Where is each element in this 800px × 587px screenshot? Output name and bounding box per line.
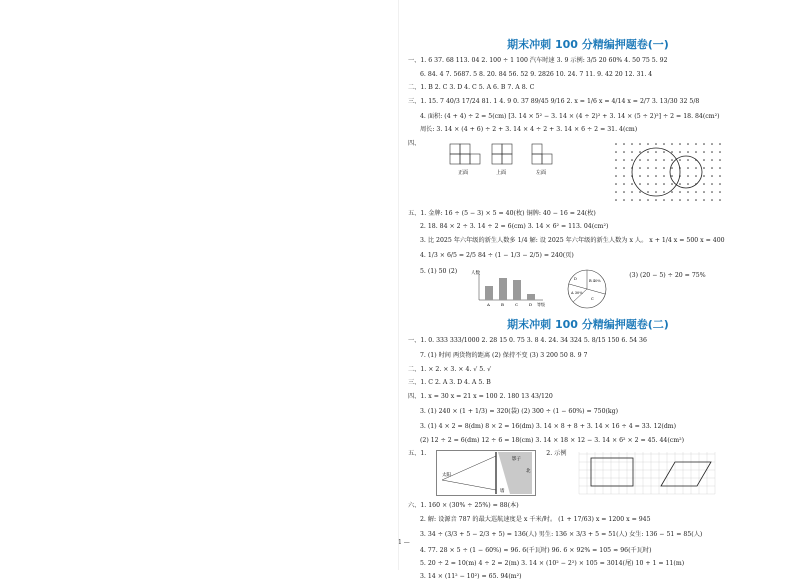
p2-section-5	[408, 450, 768, 496]
grid-dot	[712, 191, 714, 193]
bar-a	[485, 286, 493, 300]
p1-section-2: 二、1. B 2. C 3. D 4. C 5. A 6. B 7. A 8. C	[408, 84, 535, 92]
p2-section-6-line-6: 3. 14 × (11² − 10²) = 65. 94(m²)	[420, 573, 522, 581]
grid-dot	[696, 199, 698, 201]
grid-dot	[648, 143, 650, 145]
p2-section-6-line-1: 六、1. 160 × (30% ÷ 25%) = 88(本)	[408, 502, 519, 510]
grid-dot	[704, 191, 706, 193]
grid-dot	[696, 151, 698, 153]
grid-dot	[640, 143, 642, 145]
shadow-label: 影子	[512, 457, 522, 463]
p1-section-5-line-2: 2. 18. 84 × 2 ÷ 3. 14 ÷ 2 = 6(cm) 3. 14 × 6² = 113. 04(cm²)	[420, 223, 609, 231]
answer-key	[408, 38, 768, 587]
grid-dot	[648, 191, 650, 193]
grid-dot	[712, 183, 714, 185]
grid-dot	[720, 191, 722, 193]
p2-section-6-line-3: 3. 34 ÷ (3/3 + 5 − 2/3 + 5) = 136(人) 男生: 136 × 3/3 + 5 = 51(人) 女生: 136 − 51 = 85(人)	[420, 531, 703, 539]
grid-dot	[704, 167, 706, 169]
bar-chart-figure	[471, 268, 551, 308]
view-label-left: 左面	[536, 169, 547, 176]
grid-dot	[672, 143, 674, 145]
grid-dot	[632, 151, 634, 153]
grid-dot	[632, 159, 634, 161]
grid-dot	[672, 191, 674, 193]
p2-section-6-line-4: 4. 77. 28 × 5 ÷ (1 − 60%) ≈ 96. 6(千瓦时) 96. 6 × 92% = 105 ≈ 96(千瓦时)	[420, 546, 652, 554]
grid-dot	[720, 167, 722, 169]
grid-dot	[688, 159, 690, 161]
grid-dot	[720, 199, 722, 201]
grid-dot	[704, 199, 706, 201]
p1-section-5-q5	[408, 268, 768, 310]
grid-dot	[720, 151, 722, 153]
grid-dot	[672, 175, 674, 177]
grid-dot	[616, 199, 618, 201]
grid-dot	[624, 183, 626, 185]
grid-dot	[696, 143, 698, 145]
p1-section-5-line-1: 五、1. 金牌: 16 ÷ (5 − 3) × 5 = 40(枚) 铜牌: 40 − 16 = 24(枚)	[408, 209, 596, 217]
bar-cat-c: C	[515, 301, 519, 307]
grid-dot	[624, 199, 626, 201]
page-number: 1 —	[398, 539, 410, 546]
grid-dot	[696, 175, 698, 177]
grid-dot	[616, 167, 618, 169]
grid-dot	[712, 199, 714, 201]
grid-dot	[664, 191, 666, 193]
grid-dot	[672, 151, 674, 153]
blank-left-page	[0, 0, 398, 570]
grid-dot	[704, 151, 706, 153]
p1-section-3-line-1: 三、1. 15. 7 40/3 17/24 81. 1 4. 9 0. 37 89/45 9/16 2. x = 1/6 x = 4/14 x = 2/7 3. 13/30 32 5/8	[408, 97, 700, 105]
grid-dot	[672, 183, 674, 185]
grid-dot	[688, 183, 690, 185]
grid-dot	[632, 183, 634, 185]
grid-dot	[632, 143, 634, 145]
grid-dot	[672, 167, 674, 169]
grid-dot	[696, 167, 698, 169]
grid-dot	[712, 143, 714, 145]
grid-dot	[624, 191, 626, 193]
p2-section-2: 二、1. × 2. × 3. × 4. √ 5. √	[408, 365, 492, 373]
grid-dot	[616, 183, 618, 185]
grid-dot	[696, 191, 698, 193]
grid-dot	[656, 159, 658, 161]
drawn-circle	[670, 156, 702, 188]
p1-section-3-line-2: 4. 面积: (4 + 4) ÷ 2 = 5(cm) [3. 14 × 5² − 3. 14 × (4 ÷ 2)² + 3. 14 × (5 ÷ 2)²] ÷ 2 = 18. 84(cm²)	[420, 112, 720, 120]
grid-dot	[640, 183, 642, 185]
pie-label-d: D	[574, 276, 578, 281]
grid-dot	[640, 175, 642, 177]
parallelogram-shape	[661, 462, 711, 486]
p2-section-4-line-4: (2) 12 ÷ 2 = 6(dm) 12 ÷ 6 = 18(cm) 3. 14 × 18 × 12 − 3. 14 × 6² × 2 = 45. 44(cm²)	[420, 436, 685, 444]
grid-dot	[680, 199, 682, 201]
p2-section-6-line-5: 5. 20 ÷ 2 = 10(m) 4 ÷ 2 = 2(m) 3. 14 × (10² − 2²) × 105 = 3014(尾) 10 + 1 = 11(m)	[420, 560, 685, 567]
grid-dot	[664, 183, 666, 185]
p1-section-3-line-3: 周长: 3. 14 × (4 + 6) ÷ 2 + 3. 14 × 4 ÷ 2 + 3. 14 × 6 ÷ 2 = 31. 4(cm)	[420, 126, 638, 134]
north-label: 北	[526, 469, 531, 475]
p1-q5-part3: (3) (20 − 5) ÷ 20 = 75%	[629, 271, 706, 279]
grid-dot	[688, 191, 690, 193]
grid-dot	[648, 175, 650, 177]
grid-dot	[656, 151, 658, 153]
grid-dot	[616, 159, 618, 161]
grid-dot	[632, 191, 634, 193]
bar-b	[499, 278, 507, 300]
p1-section-1-line-2: 6. 84. 4 7. 5687. 5 8. 20. 84 56. 52 9. 2826 10. 24. 7 11. 9. 42 20 12. 31. 4	[420, 70, 653, 78]
grid-dot	[624, 167, 626, 169]
pie-chart-figure	[565, 268, 615, 310]
grid-dot	[688, 151, 690, 153]
grid-dot	[656, 167, 658, 169]
p1-section-5-line-4: 4. 1/3 × 6/5 = 2/5 84 ÷ (1 − 1/3 − 2/5) = 240(页)	[420, 252, 574, 260]
grid-dot	[624, 151, 626, 153]
grid-dot	[624, 143, 626, 145]
grid-dot	[624, 159, 626, 161]
p2-section-5-label: 五、1.	[408, 450, 427, 458]
sun-shadow-figure	[436, 450, 536, 496]
grid-dot	[704, 159, 706, 161]
p1-section-4	[408, 140, 768, 204]
grid-dot	[712, 159, 714, 161]
view-left	[532, 144, 552, 176]
grid-dot	[720, 175, 722, 177]
bar-x-label: 等级	[537, 301, 546, 307]
grid-dot	[664, 159, 666, 161]
grid-dot	[664, 151, 666, 153]
grid-dot	[672, 159, 674, 161]
view-label-front: 正面	[458, 169, 469, 176]
grid-dot	[616, 191, 618, 193]
p2-section-3: 三、1. C 2. A 3. D 4. A 5. B	[408, 379, 491, 387]
grid-dot	[704, 175, 706, 177]
bar-cat-d: D	[529, 301, 533, 307]
grid-dot	[688, 143, 690, 145]
p1-section-4-label: 四、	[408, 139, 421, 147]
grid-dot	[664, 167, 666, 169]
grid-dot	[680, 183, 682, 185]
grid-dot	[656, 143, 658, 145]
grid-dot	[648, 151, 650, 153]
pie-label-c: C	[591, 296, 594, 301]
p2-section-1-line-1: 一、1. 0. 333 333/1000 2. 28 15 0. 75 3. 8 4. 24. 34 324 5. 8/15 150 6. 54 36	[408, 336, 647, 344]
p1-section-5-line-3: 3. 比 2025 年六年级的新生人数多 1/4 解: 设 2025 年六年级的新生人数为 x 人。 x + 1/4 x = 500 x = 400	[420, 236, 725, 244]
grid-dot	[688, 175, 690, 177]
p2-section-1-line-2: 7. (1) 时间 两货物的距离 (2) 保持不变 (3) 3 200 50 8. 9 7	[420, 352, 588, 360]
view-label-top: 上面	[496, 169, 507, 176]
grid-dot	[656, 191, 658, 193]
grid-dot	[664, 175, 666, 177]
grid-dot	[680, 143, 682, 145]
grid-dot	[648, 183, 650, 185]
bar-c	[513, 280, 521, 300]
grid-dot	[688, 199, 690, 201]
view-top	[492, 144, 512, 176]
grid-dot	[640, 167, 642, 169]
grid-dot	[712, 175, 714, 177]
drawn-circle	[632, 148, 680, 196]
dot-grid-with-circles	[616, 143, 722, 201]
grid-dot	[624, 175, 626, 177]
bar-cat-b: B	[501, 301, 505, 307]
paper-2-title: 期末冲刺 100 分精编押题卷(二)	[507, 317, 669, 331]
grid-dot	[616, 143, 618, 145]
grid-dot	[616, 175, 618, 177]
p1-section-1-line-1: 一、1. 6 37. 68 113. 04 2. 100 ÷ 1 100 汽车时速 3. 9 示例: 3/5 20 60% 4. 50 75 5. 92	[408, 57, 668, 65]
p2-section-4-line-3: 3. (1) 4 × 2 = 8(dm) 8 × 2 = 16(dm) 3. 14 × 8 + 8 + 3. 14 × 16 ÷ 4 = 33. 12(dm)	[420, 423, 677, 431]
grid-dot	[720, 159, 722, 161]
grid-dot	[720, 183, 722, 185]
grid-dot	[704, 143, 706, 145]
grid-dot	[648, 167, 650, 169]
pie-label-b: B 40%	[589, 278, 601, 283]
grid-dot	[656, 199, 658, 201]
bar-axis-label: 人数	[471, 270, 481, 276]
p2-q2-example-label: 2. 示例	[546, 450, 567, 458]
grid-dot	[680, 151, 682, 153]
bar-d	[527, 294, 535, 300]
grid-dot	[656, 175, 658, 177]
view-front	[450, 144, 480, 176]
wall-label: 墙	[500, 489, 505, 495]
grid-dot	[640, 159, 642, 161]
grid-dot	[640, 191, 642, 193]
grid-dot	[648, 159, 650, 161]
grid-dot	[648, 199, 650, 201]
grid-dot	[712, 151, 714, 153]
views-and-dot-grid-figure	[430, 140, 768, 204]
rectangle-shape	[591, 458, 633, 486]
grid-dot	[632, 199, 634, 201]
grid-dot	[656, 183, 658, 185]
grid-dot	[680, 159, 682, 161]
grid-dot	[640, 151, 642, 153]
grid-shapes-figure	[577, 450, 717, 496]
grid-dot	[704, 183, 706, 185]
grid-dot	[712, 167, 714, 169]
p2-section-4-line-2: 3. (1) 240 × (1 + 1/3) = 320(袋) (2) 300 ÷ (1 − 60%) = 750(kg)	[420, 407, 619, 415]
grid-dot	[688, 167, 690, 169]
pie-label-a: A 30%	[571, 290, 583, 295]
grid-dot	[664, 143, 666, 145]
page-fold	[398, 0, 399, 570]
p2-section-4-line-1: 四、1. x = 30 x = 21 x = 100 2. 180 13 43/120	[408, 392, 553, 400]
sun-label: 太阳	[442, 473, 452, 479]
grid-dot	[720, 143, 722, 145]
paper-1-title: 期末冲刺 100 分精编押题卷(一)	[507, 38, 669, 51]
grid-dot	[672, 199, 674, 201]
grid-dot	[616, 151, 618, 153]
grid-dot	[640, 199, 642, 201]
grid-dot	[664, 199, 666, 201]
p2-section-6-line-2: 2. 解: 设源音 787 的最大巡航速度是 x 千米/时。 (1 + 17/63) x = 1200 x = 945	[420, 515, 651, 523]
grid-dot	[680, 191, 682, 193]
bar-cat-a: A	[487, 301, 491, 307]
p1-q5-text: 5. (1) 50 (2)	[420, 267, 458, 275]
